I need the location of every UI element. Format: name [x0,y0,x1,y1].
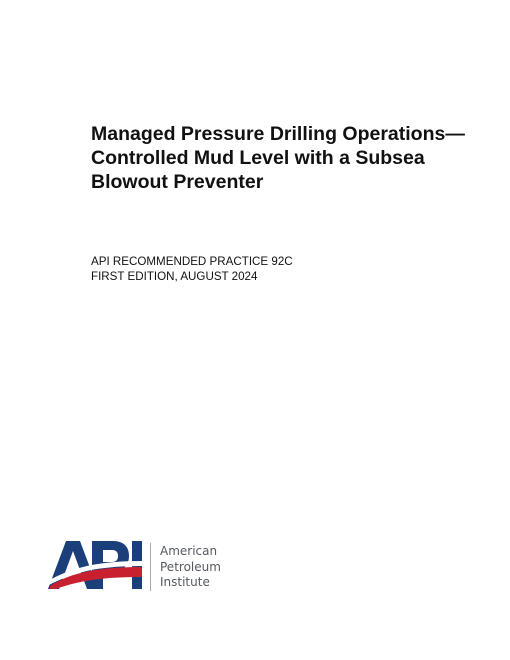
logo-divider [150,543,151,591]
api-logo-mark [48,537,142,589]
title-line-2: Controlled Mud Level with a Subsea [91,147,425,169]
api-logo [48,537,248,597]
document-edition: FIRST EDITION, AUGUST 2024 [91,269,258,283]
document-title [91,122,501,194]
logo-org-line-3: Institute [160,575,210,589]
logo-org-line-1: American [160,544,218,558]
logo-org-line-2: Petroleum [160,559,221,574]
document-meta [91,255,293,284]
title-line-3: Blowout Preventer [91,171,264,193]
title-line-1: Managed Pressure Drilling Operations— [91,123,465,145]
logo-org-name [160,544,221,591]
document-designation: API RECOMMENDED PRACTICE 92C [91,255,293,268]
